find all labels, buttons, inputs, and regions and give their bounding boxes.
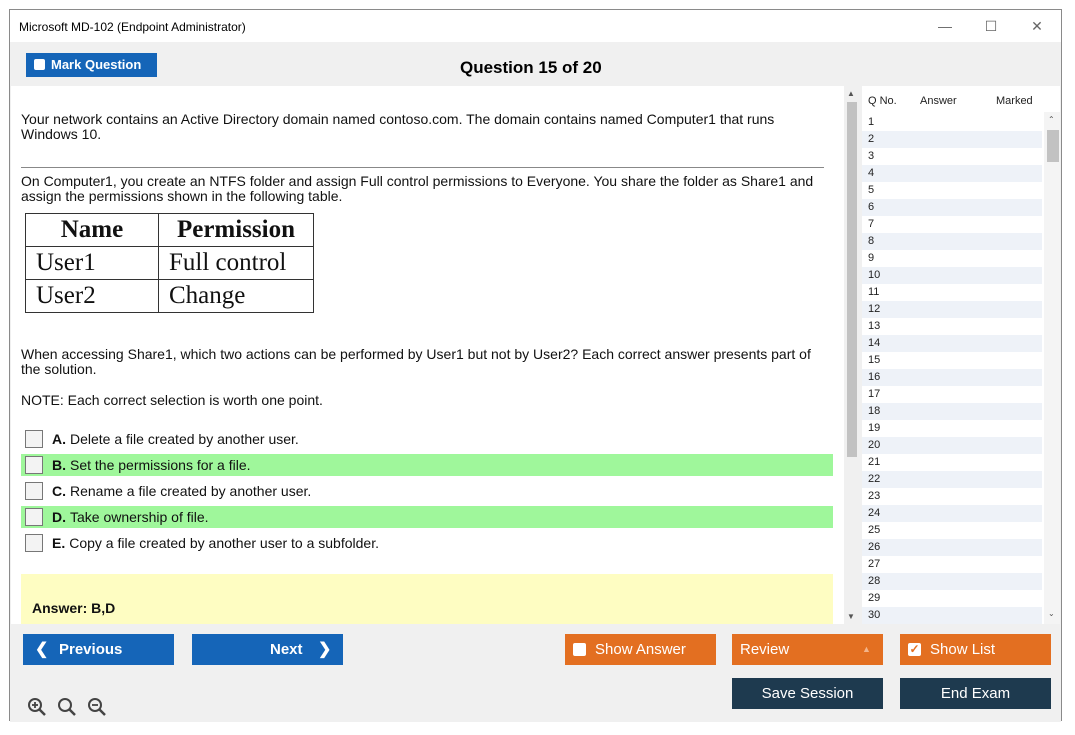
- option-letter: D.: [52, 509, 66, 525]
- answer-text: Answer: B,D: [32, 600, 116, 616]
- mark-question-button[interactable]: [26, 53, 157, 77]
- zoom-out-icon[interactable]: [87, 697, 107, 717]
- option-checkbox[interactable]: [25, 508, 43, 526]
- checkbox-icon[interactable]: [573, 643, 586, 656]
- question-list-row[interactable]: 6: [862, 199, 1042, 216]
- question-list-scrollbar[interactable]: [1044, 112, 1060, 624]
- chevron-down-icon[interactable]: ⌄: [1048, 609, 1055, 618]
- question-list-header: [862, 86, 1060, 112]
- table-cell: User1: [26, 247, 159, 280]
- question-number-title: Question 15 of 20: [460, 58, 602, 77]
- question-prompt: When accessing Share1, which two actions can be performed by User1 but not by User2? Each correct answer presents part of the solution.: [21, 346, 811, 377]
- minimize-button[interactable]: —: [938, 18, 952, 34]
- column-header-qno: Q No.: [868, 95, 897, 107]
- question-list-scrollbar-thumb[interactable]: [1047, 130, 1059, 162]
- chevron-up-icon[interactable]: ⌃: [1048, 115, 1055, 124]
- option-e[interactable]: [21, 532, 833, 554]
- question-list-row[interactable]: 22: [862, 471, 1042, 488]
- question-body: On Computer1, you create an NTFS folder and assign Full control permissions to Everyone. You share the folder as Share1 and assign the permissions shown in the following table.: [21, 173, 814, 204]
- chevron-left-icon: ❮: [35, 641, 49, 658]
- question-intro: Your network contains an Active Directory domain named contoso.com. The domain contains named Computer1 that runs Windows 10.: [21, 111, 775, 142]
- option-letter: C.: [52, 483, 66, 499]
- question-list-row[interactable]: 20: [862, 437, 1042, 454]
- title-bar: [10, 10, 1061, 42]
- maximize-button[interactable]: ☐: [984, 18, 998, 34]
- end-exam-button[interactable]: End Exam: [900, 678, 1051, 709]
- checkbox-checked-icon[interactable]: ✓: [909, 642, 920, 656]
- option-checkbox[interactable]: [25, 456, 43, 474]
- question-list-panel: [862, 86, 1060, 624]
- question-list-row[interactable]: 3: [862, 148, 1042, 165]
- question-list-row[interactable]: 24: [862, 505, 1042, 522]
- table-header-name: Name: [26, 214, 159, 247]
- question-list-row[interactable]: 29: [862, 590, 1042, 607]
- show-answer-button[interactable]: [565, 634, 716, 665]
- permissions-table: [25, 213, 314, 313]
- question-list-row[interactable]: 26: [862, 539, 1042, 556]
- dropdown-arrow-icon: ▲: [862, 644, 871, 654]
- question-list-row[interactable]: 18: [862, 403, 1042, 420]
- question-note: NOTE: Each correct selection is worth one point.: [21, 392, 323, 408]
- question-list-row[interactable]: 15: [862, 352, 1042, 369]
- option-d[interactable]: [21, 506, 833, 528]
- zoom-in-icon[interactable]: [27, 697, 47, 717]
- option-b[interactable]: [21, 454, 833, 476]
- question-list-row[interactable]: 11: [862, 284, 1042, 301]
- table-cell: Full control: [159, 247, 314, 280]
- option-letter: B.: [52, 457, 66, 473]
- option-checkbox[interactable]: [25, 430, 43, 448]
- zoom-reset-icon[interactable]: [57, 697, 77, 717]
- footer-toolbar: [10, 624, 1061, 722]
- column-header-answer: Answer: [920, 95, 957, 107]
- table-header-permission: Permission: [159, 214, 314, 247]
- question-list-row[interactable]: 16: [862, 369, 1042, 386]
- scrollbar-thumb[interactable]: [847, 102, 857, 457]
- question-list-row[interactable]: 27: [862, 556, 1042, 573]
- table-row: [26, 247, 314, 280]
- question-list-row[interactable]: 9: [862, 250, 1042, 267]
- option-c[interactable]: [21, 480, 833, 502]
- question-list-row[interactable]: 19: [862, 420, 1042, 437]
- option-text: Set the permissions for a file.: [70, 457, 251, 473]
- review-dropdown[interactable]: [732, 634, 883, 665]
- question-list-row[interactable]: 4: [862, 165, 1042, 182]
- question-list-row[interactable]: 8: [862, 233, 1042, 250]
- table-cell: User2: [26, 280, 159, 313]
- show-list-label: Show List: [930, 641, 996, 658]
- option-text: Copy a file created by another user to a subfolder.: [69, 535, 379, 551]
- option-letter: A.: [52, 431, 66, 447]
- question-list-row[interactable]: 1: [862, 114, 1042, 131]
- scroll-up-icon[interactable]: ▲: [847, 89, 855, 98]
- option-checkbox[interactable]: [25, 534, 43, 552]
- option-text: Rename a file created by another user.: [70, 483, 312, 499]
- app-window: [9, 9, 1062, 721]
- question-list-row[interactable]: 23: [862, 488, 1042, 505]
- scroll-down-icon[interactable]: ▼: [847, 612, 855, 621]
- content-scrollbar[interactable]: [844, 86, 860, 624]
- save-session-button[interactable]: Save Session: [732, 678, 883, 709]
- option-a[interactable]: [21, 428, 833, 450]
- question-list-row[interactable]: 14: [862, 335, 1042, 352]
- option-letter: E.: [52, 535, 66, 551]
- question-content: [11, 86, 844, 624]
- divider: [21, 167, 824, 168]
- option-text: Take ownership of file.: [70, 509, 209, 525]
- next-label: Next: [270, 641, 303, 658]
- option-text: Delete a file created by another user.: [70, 431, 299, 447]
- close-button[interactable]: ✕: [1031, 18, 1043, 34]
- table-cell: Change: [159, 280, 314, 313]
- question-list-row[interactable]: 7: [862, 216, 1042, 233]
- mark-question-label: Mark Question: [51, 57, 142, 72]
- question-list-row[interactable]: 30: [862, 607, 1042, 624]
- question-header: [10, 42, 1061, 86]
- question-list-row[interactable]: 13: [862, 318, 1042, 335]
- column-header-marked: Marked: [996, 95, 1033, 107]
- question-list-row[interactable]: 17: [862, 386, 1042, 403]
- review-label: Review: [740, 641, 790, 658]
- chevron-right-icon: ❯: [318, 641, 332, 658]
- question-list-row[interactable]: 21: [862, 454, 1042, 471]
- previous-button[interactable]: [23, 634, 174, 665]
- previous-label: Previous: [59, 641, 123, 658]
- table-row: [26, 280, 314, 313]
- window-title: Microsoft MD-102 (Endpoint Administrator): [19, 20, 246, 34]
- question-list-row[interactable]: 12: [862, 301, 1042, 318]
- checkbox-icon: [34, 59, 45, 70]
- question-list-row[interactable]: 5: [862, 182, 1042, 199]
- question-list-row[interactable]: 25: [862, 522, 1042, 539]
- show-answer-label: Show Answer: [595, 641, 686, 658]
- option-checkbox[interactable]: [25, 482, 43, 500]
- question-list-row[interactable]: 10: [862, 267, 1042, 284]
- show-list-button[interactable]: [900, 634, 1051, 665]
- table-header-row: [26, 214, 314, 247]
- question-list-row[interactable]: 28: [862, 573, 1042, 590]
- question-list-row[interactable]: 2: [862, 131, 1042, 148]
- next-button[interactable]: [192, 634, 343, 665]
